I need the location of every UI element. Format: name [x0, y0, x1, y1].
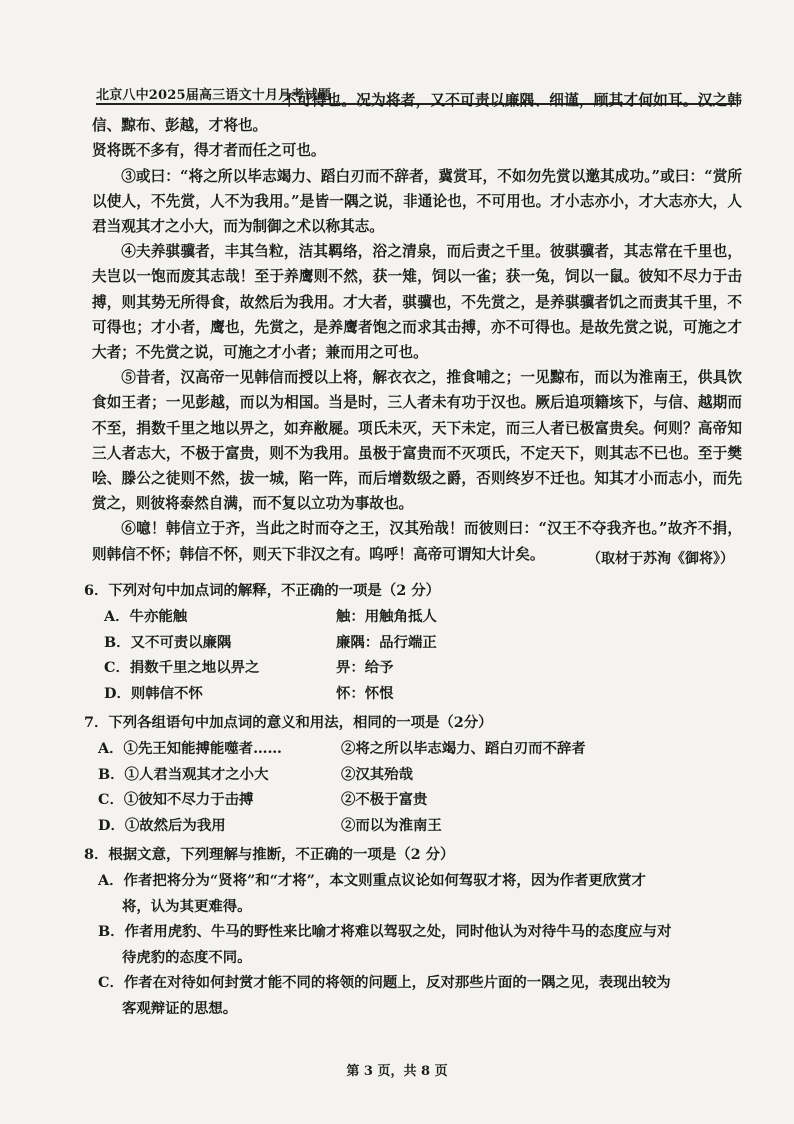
question-6-option-b: B．又不可责以廉隅 [104, 633, 232, 651]
question-6-option-c: C．捐数千里之地以畀之 [104, 659, 260, 676]
question-6-option-a: A．牛亦能触 [104, 608, 188, 625]
question-7-option-a: A．①先王知能搏能噬者…… [98, 740, 282, 757]
question-8-option-c [84, 970, 744, 1021]
question-8-option-c-text: C．作者在对待如何封赏才能不同的将领的问题上，反对那些片面的一隅之见，表现出较为 [98, 974, 671, 991]
question-7-option-a-note: ②将之所以毕志竭力、蹈白刃而不辞者 [341, 740, 586, 757]
question-7-options [84, 736, 744, 838]
passage-source: （取材于苏洵《御将》） [587, 551, 734, 567]
question-6-option-d: D．则韩信不怀 [104, 684, 203, 702]
question-8-option-a-text: A．作者把将分为“贤将”和“才将”，本文则重点议论如何驾驭才将，因为作者更欣赏才 [98, 872, 646, 889]
question-7-option-b-note: ②汉其殆哉 [341, 765, 413, 783]
question-8-option-a-cont: 将，认为其更难得。 [122, 897, 252, 915]
passage-line-1: 不可得也。况为将者，又不可责以廉隅、细谨，顾其才何如耳。汉之韩信、黥布、彭越，才将也。 [92, 92, 742, 135]
question-7-stem: 7．下列各组语句中加点词的意义和用法，相同的一项是（2分） [84, 714, 493, 731]
question-7-option-c-note: ②不极于富贵 [341, 791, 428, 808]
question-8-option-b-cont: 待虎豹的态度不同。 [122, 948, 252, 966]
passage-paragraph-6: ⑥噫！韩信立于齐，当此之时而夺之王，汉其殆哉！而彼则曰：“汉王不夺我齐也。”故齐不捐，则韩信不怀；韩信不怀，则天下非汉之有。呜呼！高帝可谓知大计矣。 [92, 520, 742, 563]
question-7-option-b: B．①人君当观其才之小大 [98, 765, 269, 783]
question-7-option-d-note: ②而以为淮南王 [341, 816, 442, 834]
questions [84, 578, 744, 1021]
passage-paragraph-4: ④夫养骐骥者，丰其刍粒，洁其羁络，浴之清泉，而后责之千里。彼骐骥者，其志常在千里也，夫岂以一饱而废其志哉！至于养鹰则不然，获一雉，饲以一雀；获一兔，饲以一鼠。彼知不尽力于击搏，则其势无所得食，故然后为我用。才大者，骐骥也，不先赏之，是养骐骥者饥之而责其千里，不可得也；才小者，鹰也，先赏之，是养鹰者饱之而求其击搏，亦不可得也。是故先赏之说，可施之才大者；不先赏之说，可施之才小者；兼而用之可也。 [92, 243, 742, 362]
passage-paragraph-3: ③或曰：“将之所以毕志竭力、蹈白刃而不辞者，冀赏耳，不如勿先赏以邀其成功。”或曰：“赏所以使人，不先赏，人不为我用。”是皆一隅之说，非通论也，不可用也。才小志亦小，才大志亦大，人君当观其才之小大，而为制御之术以称其志。 [92, 167, 742, 236]
question-8-option-b [84, 919, 744, 970]
question-7-option-c: C．①彼知不尽力于击搏 [98, 791, 254, 808]
question-8-option-a [84, 868, 744, 919]
question-6-stem: 6．下列对句中加点词的解释，不正确的一项是（2 分） [84, 582, 441, 599]
page-number: 第 3 页，共 8 页 [346, 1064, 448, 1079]
passage-paragraph-5: ⑤昔者，汉高帝一见韩信而授以上将，解衣衣之，推食哺之；一见黥布，而以为淮南王，供具饮食如王者；一见彭越，而以为相国。当是时，三人者未有功于汉也。厥后追项籍垓下，与信、越期而不至，捐数千里之地以畀之，如弃敝屣。项氏未灭，天下未定，而三人者已极富贵矣。何则？高帝知三人者志大，不极于富贵，则不为我用。虽极于富贵而不灭项氏，不定天下，则其志不已也。至于樊哙、滕公之徒则不然，拔一城，陷一阵，而后增数级之爵，否则终岁不迁也。知其才小而志小，而先赏之，则彼将泰然自满，而不复以立功为事故也。 [92, 369, 742, 513]
question-8-option-b-text: B．作者用虎豹、牛马的野性来比喻才将难以驾驭之处，同时他认为对待牛马的态度应与对 [98, 923, 672, 940]
question-6-option-a-note: 触：用触角抵人 [336, 608, 437, 625]
passage [92, 88, 742, 567]
passage-paragraph-2: 贤将既不多有，得才者而任之可也。 [92, 142, 326, 160]
question-6-option-c-note: 畀：给予 [336, 659, 394, 676]
question-6-option-b-note: 廉隅：品行端正 [336, 633, 437, 651]
question-8-option-c-cont: 客观辩证的思想。 [122, 999, 238, 1017]
page-header-title: 北京八中2025届高三语文十月月考试题 [96, 88, 331, 103]
question-6-options [84, 604, 744, 706]
question-8-stem: 8．根据文意，下列理解与推断，不正确的一项是（2 分） [84, 846, 455, 863]
question-6-option-d-note: 怀：怀恨 [336, 684, 394, 702]
question-7-option-d: D．①故然后为我用 [98, 816, 226, 834]
